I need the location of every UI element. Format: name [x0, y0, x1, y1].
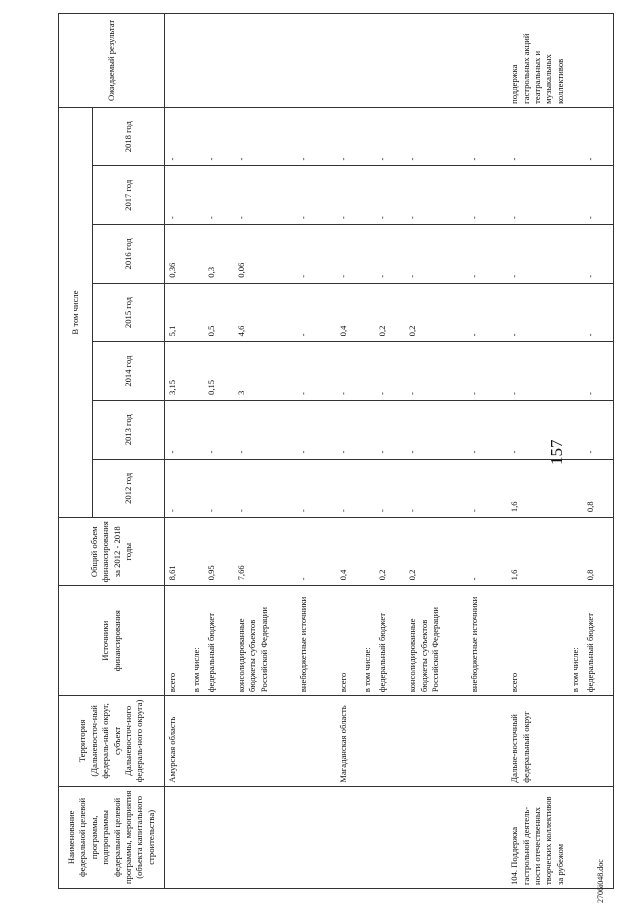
- row-year-cell: 0,8: [583, 459, 613, 518]
- row-year-cell: -: [583, 400, 613, 459]
- row-year-cell: 5,1: [165, 283, 189, 342]
- row-year-cell: -: [583, 342, 613, 401]
- row-year-cell: -: [296, 225, 336, 284]
- row-territory-cell: [568, 696, 583, 787]
- row-name-cell: [467, 786, 507, 888]
- row-year-cell: [189, 283, 204, 342]
- row-year-cell: [360, 342, 375, 401]
- row-territory-cell: [375, 696, 405, 787]
- row-year-cell: -: [165, 166, 189, 225]
- row-source-cell: всего: [507, 586, 568, 696]
- row-year-cell: -: [296, 400, 336, 459]
- row-result-cell: [189, 14, 204, 108]
- row-year-cell: -: [467, 225, 507, 284]
- row-year-cell: 3: [234, 342, 296, 401]
- row-year-cell: -: [204, 166, 234, 225]
- row-year-cell: -: [336, 459, 360, 518]
- table-row: [336, 14, 360, 889]
- row-year-cell: [189, 459, 204, 518]
- row-total-cell: 8,61: [165, 518, 189, 586]
- row-name-cell: [375, 786, 405, 888]
- row-year-cell: [189, 342, 204, 401]
- financing-table: [58, 13, 614, 889]
- header-name: Наименование федеральной целевой программы, подпрограммы федеральной целевой программы, мероприятия (объекта капитального строительства): [59, 786, 165, 888]
- row-result-cell: [583, 14, 613, 108]
- row-year-cell: 0,06: [234, 225, 296, 284]
- row-total-cell: 0,95: [204, 518, 234, 586]
- row-year-cell: -: [234, 400, 296, 459]
- row-year-cell: -: [375, 400, 405, 459]
- row-result-cell: [568, 14, 583, 108]
- row-year-cell: -: [405, 342, 467, 401]
- row-year-cell: [568, 166, 583, 225]
- header-source: Источники финансирования: [59, 586, 165, 696]
- table-row: [467, 14, 507, 889]
- row-year-cell: -: [296, 459, 336, 518]
- row-year-cell: 0,36: [165, 225, 189, 284]
- row-year-cell: [189, 166, 204, 225]
- row-year-cell: -: [507, 107, 568, 166]
- row-year-cell: [189, 400, 204, 459]
- row-name-cell: [336, 786, 360, 888]
- row-year-cell: 0,15: [204, 342, 234, 401]
- row-total-cell: [568, 518, 583, 586]
- row-year-cell: [568, 459, 583, 518]
- row-territory-cell: [189, 696, 204, 787]
- row-year-cell: [568, 342, 583, 401]
- row-total-cell: 1,6: [507, 518, 568, 586]
- row-year-cell: 0,5: [204, 283, 234, 342]
- row-name-cell: 104. Поддержка гастрольной деятель-ности отечественных творческих коллективов за рубежом: [507, 786, 568, 888]
- row-year-cell: -: [234, 459, 296, 518]
- row-territory-cell: [234, 696, 296, 787]
- row-year-cell: [568, 283, 583, 342]
- table-row: [296, 14, 336, 889]
- row-year-cell: -: [296, 166, 336, 225]
- row-year-cell: -: [165, 459, 189, 518]
- row-year-cell: -: [336, 166, 360, 225]
- row-year-cell: -: [336, 342, 360, 401]
- row-year-cell: -: [375, 166, 405, 225]
- row-name-cell: [296, 786, 336, 888]
- row-source-cell: консолидированные бюджеты субъектов Российской Федерации: [405, 586, 467, 696]
- row-total-cell: [360, 518, 375, 586]
- row-territory-cell: [405, 696, 467, 787]
- row-year-cell: -: [234, 107, 296, 166]
- row-name-cell: [165, 786, 189, 888]
- row-year-cell: -: [583, 107, 613, 166]
- row-year-cell: -: [336, 225, 360, 284]
- row-result-cell: [204, 14, 234, 108]
- row-name-cell: [360, 786, 375, 888]
- row-territory-cell: [296, 696, 336, 787]
- row-year-cell: -: [375, 459, 405, 518]
- row-year-cell: -: [405, 166, 467, 225]
- row-total-cell: -: [467, 518, 507, 586]
- row-year-cell: [189, 225, 204, 284]
- row-source-cell: консолидированные бюджеты субъектов Российской Федерации: [234, 586, 296, 696]
- row-year-cell: -: [296, 107, 336, 166]
- row-year-cell: 3,15: [165, 342, 189, 401]
- row-year-cell: -: [467, 400, 507, 459]
- row-territory-cell: Магаданская область: [336, 696, 360, 787]
- row-year-cell: 0,3: [204, 225, 234, 284]
- row-year-cell: [360, 283, 375, 342]
- row-territory-cell: [583, 696, 613, 787]
- row-territory-cell: Амурская область: [165, 696, 189, 787]
- table-row: [583, 14, 613, 889]
- table-row: [204, 14, 234, 889]
- row-total-cell: -: [296, 518, 336, 586]
- row-year-cell: -: [234, 166, 296, 225]
- table-row: [375, 14, 405, 889]
- row-year-cell: [360, 107, 375, 166]
- header-year: 2014 год: [93, 342, 165, 401]
- row-result-cell: [336, 14, 360, 108]
- row-year-cell: 0,2: [405, 283, 467, 342]
- row-year-cell: -: [296, 283, 336, 342]
- row-total-cell: [189, 518, 204, 586]
- row-result-cell: [234, 14, 296, 108]
- row-year-cell: 1,6: [507, 459, 568, 518]
- row-year-cell: 0,2: [375, 283, 405, 342]
- row-total-cell: 0,2: [405, 518, 467, 586]
- table-row: [568, 14, 583, 889]
- row-year-cell: -: [467, 459, 507, 518]
- header-year: 2018 год: [93, 107, 165, 166]
- row-year-cell: -: [583, 225, 613, 284]
- header-year: 2015 год: [93, 283, 165, 342]
- row-year-cell: [568, 225, 583, 284]
- row-year-cell: -: [204, 400, 234, 459]
- header-total: Общий объем финансирования за 2012 - 2018 годы: [59, 518, 165, 586]
- header-including: В том числе: [59, 107, 93, 517]
- row-name-cell: [234, 786, 296, 888]
- row-year-cell: -: [507, 225, 568, 284]
- row-year-cell: -: [336, 107, 360, 166]
- row-year-cell: -: [165, 400, 189, 459]
- row-result-cell: [360, 14, 375, 108]
- row-source-cell: федеральный бюджет: [583, 586, 613, 696]
- header-year: 2016 год: [93, 225, 165, 284]
- row-year-cell: -: [467, 107, 507, 166]
- row-source-cell: внебюджетные источники: [296, 586, 336, 696]
- row-source-cell: федеральный бюджет: [375, 586, 405, 696]
- row-year-cell: -: [405, 225, 467, 284]
- row-result-cell: [467, 14, 507, 108]
- row-year-cell: 0,4: [336, 283, 360, 342]
- row-year-cell: -: [507, 400, 568, 459]
- row-year-cell: -: [507, 283, 568, 342]
- row-total-cell: 7,66: [234, 518, 296, 586]
- row-year-cell: -: [336, 400, 360, 459]
- row-territory-cell: [204, 696, 234, 787]
- row-result-cell: [296, 14, 336, 108]
- table-row: [507, 14, 568, 889]
- row-year-cell: [568, 400, 583, 459]
- row-name-cell: [204, 786, 234, 888]
- row-total-cell: 0,4: [336, 518, 360, 586]
- row-year-cell: -: [165, 107, 189, 166]
- row-result-cell: поддержка гастрольных акций театральных и музыкальных коллективов: [507, 14, 568, 108]
- row-source-cell: федеральный бюджет: [204, 586, 234, 696]
- footer-filename: 2706i048.doc: [596, 859, 605, 903]
- row-year-cell: [189, 107, 204, 166]
- row-source-cell: в том числе:: [360, 586, 375, 696]
- row-name-cell: [405, 786, 467, 888]
- row-territory-cell: [467, 696, 507, 787]
- row-year-cell: -: [375, 107, 405, 166]
- header-result: Ожидаемый результат: [59, 14, 165, 108]
- row-year-cell: [360, 459, 375, 518]
- table-row: [189, 14, 204, 889]
- row-year-cell: -: [507, 342, 568, 401]
- row-total-cell: 0,2: [375, 518, 405, 586]
- row-source-cell: всего: [165, 586, 189, 696]
- row-name-cell: [189, 786, 204, 888]
- table-row: [405, 14, 467, 889]
- row-year-cell: -: [583, 166, 613, 225]
- row-result-cell: [165, 14, 189, 108]
- row-year-cell: -: [467, 166, 507, 225]
- header-year: 2012 год: [93, 459, 165, 518]
- row-year-cell: -: [467, 342, 507, 401]
- row-year-cell: [360, 400, 375, 459]
- row-year-cell: -: [467, 283, 507, 342]
- page-number: 157: [547, 439, 566, 465]
- row-year-cell: -: [204, 107, 234, 166]
- row-total-cell: 0,8: [583, 518, 613, 586]
- row-territory-cell: [360, 696, 375, 787]
- row-year-cell: -: [405, 459, 467, 518]
- row-year-cell: -: [405, 107, 467, 166]
- row-source-cell: внебюджетные источники: [467, 586, 507, 696]
- row-year-cell: [568, 107, 583, 166]
- table-row: [360, 14, 375, 889]
- table-row: [165, 14, 189, 889]
- row-result-cell: [375, 14, 405, 108]
- row-year-cell: 4,6: [234, 283, 296, 342]
- row-year-cell: [360, 166, 375, 225]
- table-body: [165, 14, 614, 889]
- row-year-cell: -: [296, 342, 336, 401]
- row-name-cell: [568, 786, 583, 888]
- row-year-cell: -: [375, 342, 405, 401]
- row-year-cell: -: [375, 225, 405, 284]
- row-territory-cell: Дальне-восточный федеральный округ: [507, 696, 568, 787]
- row-year-cell: -: [507, 166, 568, 225]
- row-source-cell: в том числе:: [189, 586, 204, 696]
- row-source-cell: в том числе:: [568, 586, 583, 696]
- header-territory: Территория (Дальневосточ-ный федераль-ный округ, субъект Дальневосточ-ного федераль-ного округа): [59, 696, 165, 787]
- row-year-cell: -: [583, 283, 613, 342]
- row-year-cell: -: [204, 459, 234, 518]
- row-result-cell: [405, 14, 467, 108]
- row-source-cell: всего: [336, 586, 360, 696]
- row-year-cell: [360, 225, 375, 284]
- header-year: 2013 год: [93, 400, 165, 459]
- row-year-cell: -: [405, 400, 467, 459]
- header-year: 2017 год: [93, 166, 165, 225]
- table-row: [234, 14, 296, 889]
